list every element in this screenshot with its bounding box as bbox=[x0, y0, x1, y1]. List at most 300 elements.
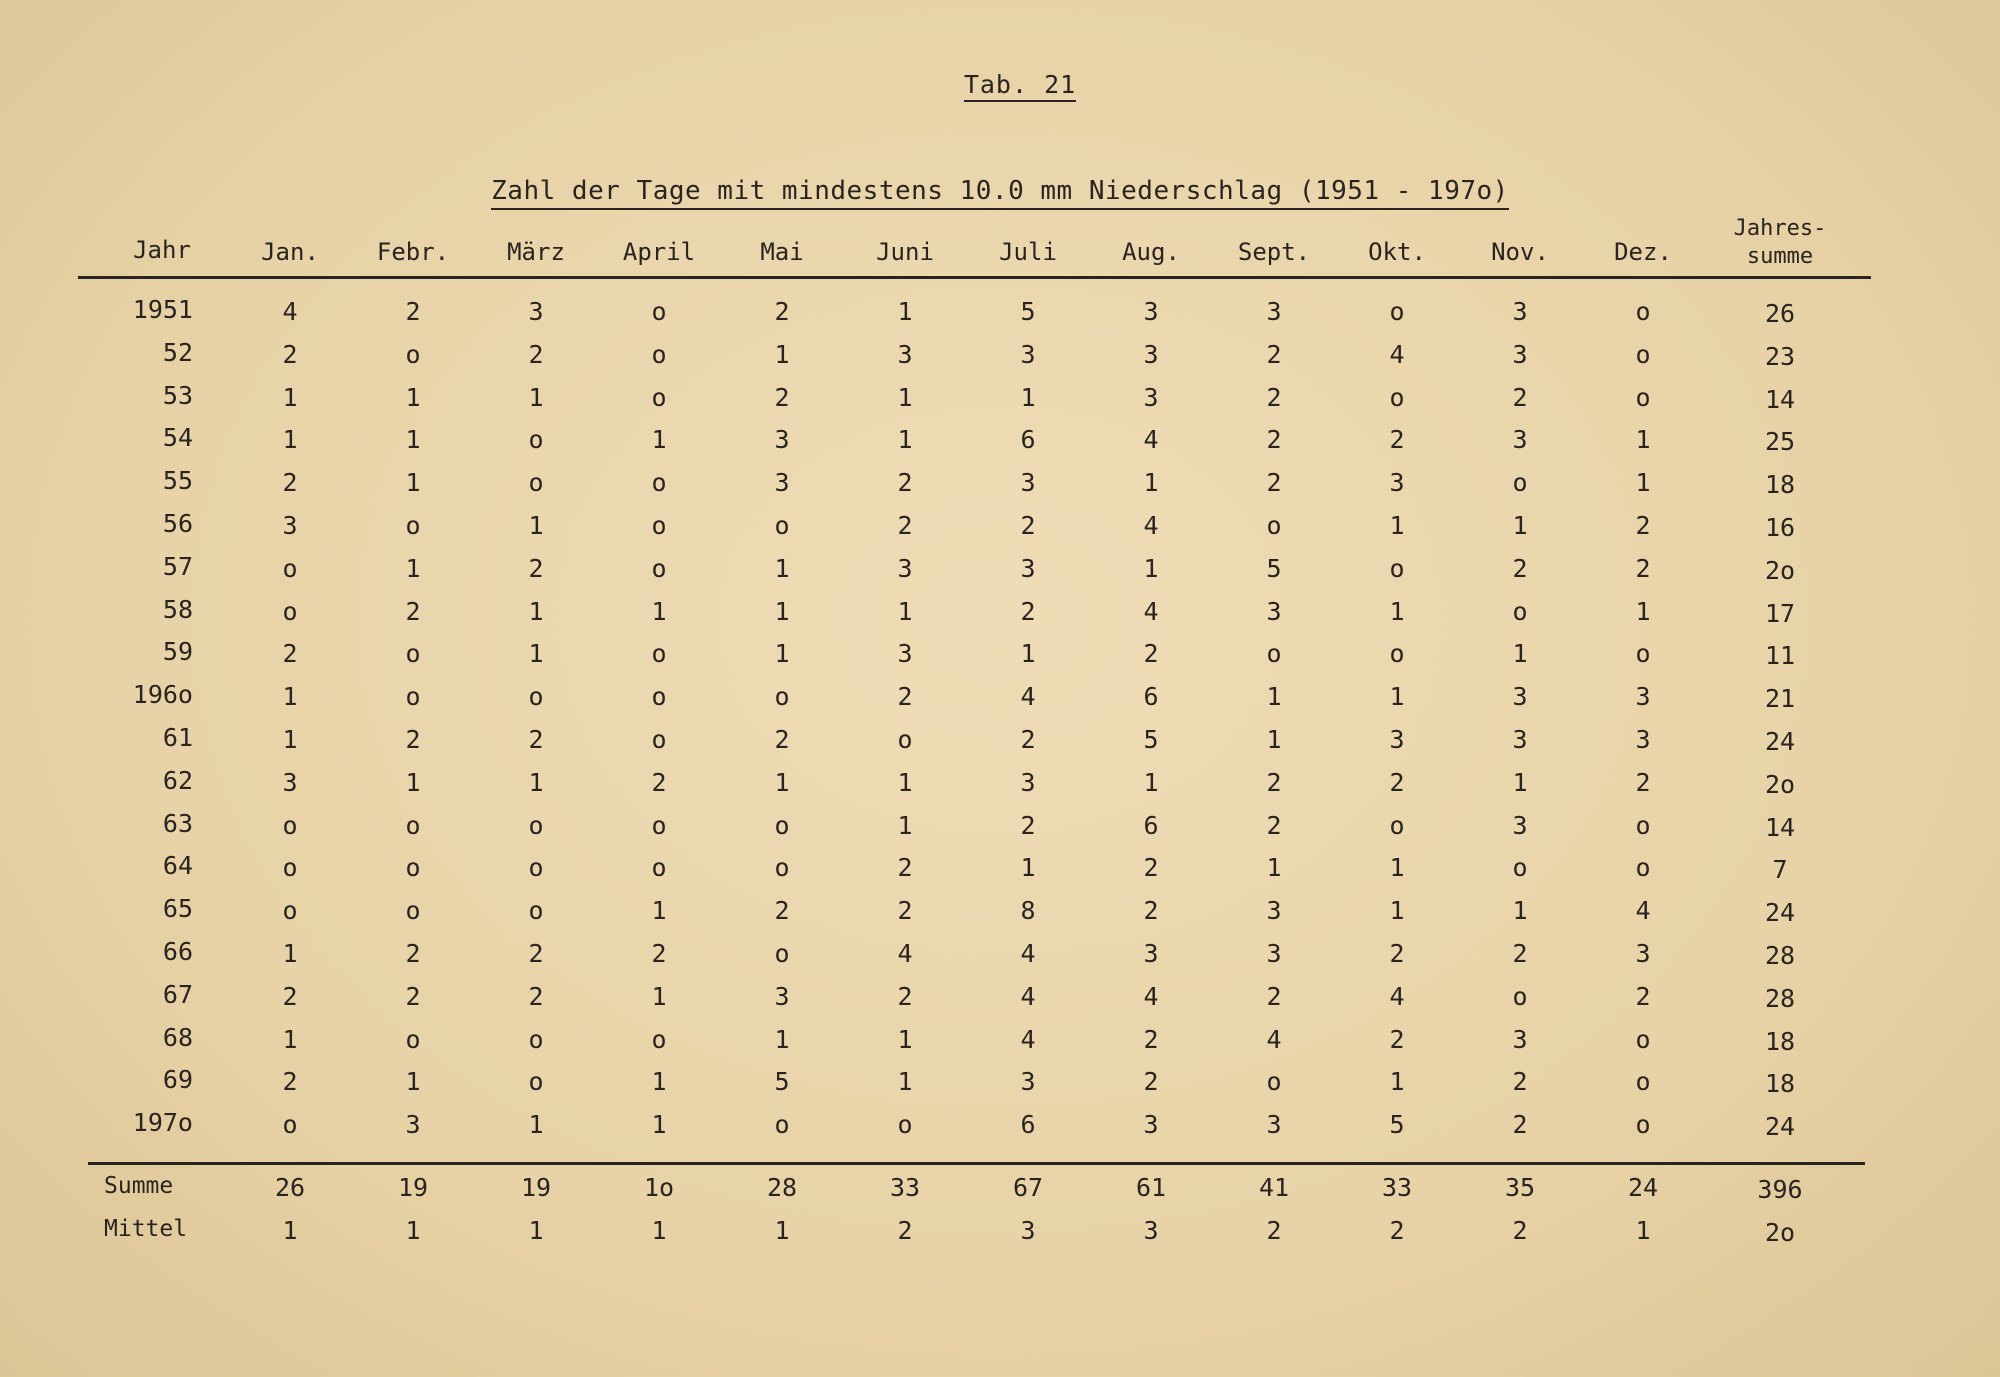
year-cell: 196o bbox=[132, 680, 193, 710]
table-cell: o bbox=[1389, 382, 1405, 412]
table-cell: 1 bbox=[282, 939, 298, 968]
table-cell: 3 bbox=[1635, 682, 1651, 712]
table-cell: 1 bbox=[405, 553, 421, 583]
table-cell: 3 bbox=[1512, 425, 1528, 455]
table-cell: o bbox=[651, 682, 667, 712]
table-cell: o bbox=[405, 896, 421, 926]
table-cell: 4 bbox=[1143, 511, 1159, 540]
table-cell: 1 bbox=[1635, 468, 1651, 498]
table-cell: 1 bbox=[651, 596, 667, 626]
table-cell: 4 bbox=[1143, 425, 1159, 455]
table-cell: 2 bbox=[405, 297, 421, 326]
footer-cell: 26 bbox=[274, 1173, 306, 1202]
table-cell: 2 bbox=[282, 1067, 298, 1097]
table-cell: 2 bbox=[405, 725, 421, 754]
table-cell: o bbox=[282, 853, 298, 883]
table-cell: 3 bbox=[1143, 1110, 1159, 1140]
column-header-month: Febr. bbox=[376, 238, 450, 266]
table-cell: 1 bbox=[897, 596, 913, 626]
table-cell: 3 bbox=[528, 297, 544, 326]
table-cell: 1 bbox=[1389, 896, 1405, 926]
year-cell: 55 bbox=[162, 466, 193, 496]
table-cell: o bbox=[651, 1024, 667, 1054]
table-cell: 3 bbox=[897, 639, 913, 669]
table-cell: o bbox=[1635, 810, 1651, 840]
table-cell: 2 bbox=[1512, 1110, 1528, 1140]
table-cell: 3 bbox=[1635, 939, 1651, 968]
table-cell: 2 bbox=[528, 981, 544, 1011]
table-cell: o bbox=[897, 725, 913, 754]
table-cell: 3 bbox=[774, 981, 790, 1011]
table-cell: o bbox=[1635, 1067, 1651, 1097]
year-cell: 69 bbox=[162, 1065, 193, 1095]
table-cell: 4 bbox=[1020, 1024, 1036, 1054]
footer-cell: 1 bbox=[774, 1216, 790, 1245]
table-cell: 2 bbox=[1266, 981, 1282, 1011]
table-cell: 2 bbox=[774, 297, 790, 326]
table-cell: 1 bbox=[897, 1067, 913, 1097]
table-cell: 1 bbox=[1020, 639, 1036, 669]
table-cell: o bbox=[1266, 1067, 1282, 1097]
table-cell: o bbox=[1635, 339, 1651, 369]
table-cell: 1 bbox=[1266, 725, 1282, 754]
annual-sum-cell: 23 bbox=[1764, 341, 1796, 371]
table-cell: 2 bbox=[405, 981, 421, 1011]
table-cell: 1 bbox=[897, 297, 913, 326]
table-cell: 6 bbox=[1020, 1110, 1036, 1140]
table-cell: o bbox=[774, 939, 790, 968]
table-cell: 2 bbox=[1266, 468, 1282, 498]
table-cell: 2 bbox=[1266, 810, 1282, 840]
table-cell: 5 bbox=[774, 1067, 790, 1097]
table-cell: o bbox=[1389, 297, 1405, 326]
table-cell: 1 bbox=[1389, 511, 1405, 540]
table-cell: 1 bbox=[528, 639, 544, 669]
table-cell: 3 bbox=[1266, 896, 1282, 926]
footer-rule bbox=[88, 1162, 1865, 1165]
table-cell: 1 bbox=[405, 767, 421, 797]
table-cell: 2 bbox=[1143, 853, 1159, 883]
table-cell: o bbox=[528, 853, 544, 883]
table-cell: 1 bbox=[1635, 596, 1651, 626]
table-cell: o bbox=[405, 639, 421, 669]
table-cell: 1 bbox=[651, 425, 667, 455]
footer-sum-cell: 396 bbox=[1757, 1175, 1803, 1204]
table-cell: 3 bbox=[897, 553, 913, 583]
footer-cell: 3 bbox=[1143, 1216, 1159, 1245]
table-cell: 1 bbox=[405, 382, 421, 412]
table-cell: 2 bbox=[1143, 639, 1159, 669]
table-cell: 2 bbox=[528, 553, 544, 583]
table-cell: 3 bbox=[1266, 596, 1282, 626]
table-cell: o bbox=[651, 297, 667, 326]
footer-cell: 2 bbox=[1266, 1216, 1282, 1245]
annual-sum-cell: 25 bbox=[1764, 427, 1796, 457]
table-cell: o bbox=[528, 896, 544, 926]
footer-label: Mittel bbox=[104, 1216, 188, 1242]
table-cell: 2 bbox=[528, 725, 544, 754]
table-cell: 2 bbox=[282, 981, 298, 1011]
table-cell: 4 bbox=[1389, 981, 1405, 1011]
table-cell: 2 bbox=[1635, 981, 1651, 1011]
table-cell: 3 bbox=[1266, 297, 1282, 326]
table-cell: 2 bbox=[1020, 725, 1036, 754]
table-cell: 2 bbox=[897, 853, 913, 883]
table-cell: 2 bbox=[528, 939, 544, 968]
annual-sum-cell: 18 bbox=[1764, 1026, 1796, 1056]
table-cell: 4 bbox=[1266, 1024, 1282, 1054]
table-cell: 2 bbox=[1143, 1067, 1159, 1097]
table-cell: o bbox=[282, 896, 298, 926]
table-cell: 3 bbox=[1020, 1067, 1036, 1097]
table-cell: 2 bbox=[1512, 382, 1528, 412]
table-cell: o bbox=[528, 1024, 544, 1054]
footer-label: Summe bbox=[104, 1173, 174, 1199]
table-cell: 1 bbox=[1512, 511, 1528, 540]
table-cell: o bbox=[1266, 639, 1282, 669]
annual-sum-cell: 7 bbox=[1772, 855, 1788, 885]
year-cell: 62 bbox=[162, 765, 193, 795]
table-cell: 1 bbox=[282, 1024, 298, 1054]
table-cell: o bbox=[282, 596, 298, 626]
column-header-month: Mai bbox=[760, 238, 804, 266]
column-header-month: Okt. bbox=[1368, 238, 1426, 266]
annual-sum-cell: 21 bbox=[1764, 684, 1796, 714]
footer-cell: 1 bbox=[282, 1216, 298, 1245]
table-cell: o bbox=[528, 1067, 544, 1097]
footer-cell: 1 bbox=[1635, 1216, 1651, 1245]
annual-sum-cell: 24 bbox=[1764, 727, 1796, 756]
year-cell: 53 bbox=[162, 380, 193, 410]
table-cell: 8 bbox=[1020, 896, 1036, 926]
table-title: Zahl der Tage mit mindestens 10.0 mm Niederschlag (1951 - 197o) bbox=[0, 176, 2000, 206]
table-cell: 2 bbox=[897, 511, 913, 540]
column-header-month: Juni bbox=[876, 238, 934, 266]
table-cell: o bbox=[1389, 639, 1405, 669]
table-cell: 3 bbox=[897, 339, 913, 369]
table-cell: 3 bbox=[1389, 725, 1405, 754]
table-cell: 3 bbox=[1266, 1110, 1282, 1140]
table-cell: 1 bbox=[897, 767, 913, 797]
table-cell: 2 bbox=[1143, 1024, 1159, 1054]
table-cell: 4 bbox=[282, 297, 298, 326]
table-cell: 5 bbox=[1143, 725, 1159, 754]
column-header-jahressumme: Jahres- summe bbox=[1733, 216, 1827, 269]
table-cell: 1 bbox=[1266, 682, 1282, 712]
table-cell: 2 bbox=[1635, 767, 1651, 797]
table-cell: 1 bbox=[774, 553, 790, 583]
table-cell: 3 bbox=[1143, 382, 1159, 412]
table-cell: o bbox=[528, 425, 544, 455]
annual-sum-cell: 24 bbox=[1764, 1112, 1796, 1142]
footer-cell: 67 bbox=[1012, 1173, 1044, 1202]
table-cell: 1 bbox=[1512, 639, 1528, 669]
footer-sum-cell: 2o bbox=[1764, 1218, 1796, 1247]
table-cell: 1 bbox=[774, 639, 790, 669]
table-cell: 3 bbox=[774, 468, 790, 498]
footer-cell: 2 bbox=[1389, 1216, 1405, 1245]
annual-sum-cell: 18 bbox=[1764, 1069, 1796, 1099]
table-cell: 1 bbox=[282, 682, 298, 712]
annual-sum-cell: 18 bbox=[1764, 470, 1796, 500]
table-cell: 1 bbox=[282, 382, 298, 412]
table-cell: 3 bbox=[1143, 339, 1159, 369]
table-cell: 6 bbox=[1143, 810, 1159, 840]
footer-cell: 1o bbox=[643, 1173, 675, 1202]
table-cell: 3 bbox=[1266, 939, 1282, 968]
table-cell: 3 bbox=[1635, 725, 1651, 754]
year-cell: 68 bbox=[162, 1022, 193, 1052]
year-cell: 57 bbox=[162, 551, 193, 581]
table-cell: 1 bbox=[774, 767, 790, 797]
table-cell: 1 bbox=[651, 896, 667, 926]
table-cell: 5 bbox=[1389, 1110, 1405, 1140]
footer-cell: 19 bbox=[397, 1173, 429, 1202]
table-cell: o bbox=[651, 639, 667, 669]
table-cell: 5 bbox=[1266, 553, 1282, 583]
table-cell: 3 bbox=[1143, 297, 1159, 326]
table-cell: 3 bbox=[1512, 297, 1528, 326]
footer-cell: 33 bbox=[1381, 1173, 1413, 1202]
column-header-month: Juli bbox=[999, 238, 1057, 266]
table-cell: 1 bbox=[1389, 682, 1405, 712]
table-cell: 2 bbox=[1512, 1067, 1528, 1097]
table-cell: 1 bbox=[1143, 553, 1159, 583]
header-rule bbox=[78, 276, 1871, 279]
table-cell: o bbox=[651, 511, 667, 540]
table-cell: o bbox=[405, 853, 421, 883]
table-cell: o bbox=[528, 468, 544, 498]
table-cell: 1 bbox=[528, 596, 544, 626]
annual-sum-cell: 2o bbox=[1764, 555, 1796, 585]
table-cell: o bbox=[405, 339, 421, 369]
table-cell: 1 bbox=[651, 1067, 667, 1097]
table-cell: 1 bbox=[1389, 1067, 1405, 1097]
year-cell: 1951 bbox=[132, 295, 193, 324]
table-cell: 4 bbox=[897, 939, 913, 968]
table-cell: 1 bbox=[1635, 425, 1651, 455]
table-cell: 1 bbox=[1389, 596, 1405, 626]
table-cell: 3 bbox=[1020, 553, 1036, 583]
table-cell: 1 bbox=[897, 382, 913, 412]
year-cell: 54 bbox=[162, 423, 193, 453]
table-cell: 1 bbox=[774, 596, 790, 626]
table-cell: 2 bbox=[1635, 553, 1651, 583]
table-cell: o bbox=[774, 682, 790, 712]
table-cell: 1 bbox=[897, 1024, 913, 1054]
table-cell: 2 bbox=[1389, 425, 1405, 455]
column-header-month: Jan. bbox=[261, 238, 319, 266]
table-cell: 3 bbox=[1143, 939, 1159, 968]
table-cell: o bbox=[651, 553, 667, 583]
footer-cell: 28 bbox=[766, 1173, 798, 1202]
table-cell: 2 bbox=[1143, 896, 1159, 926]
table-cell: o bbox=[405, 810, 421, 840]
annual-sum-cell: 28 bbox=[1764, 941, 1796, 970]
table-cell: o bbox=[1635, 382, 1651, 412]
table-cell: o bbox=[405, 511, 421, 540]
table-cell: 2 bbox=[528, 339, 544, 369]
table-cell: 1 bbox=[1389, 853, 1405, 883]
table-cell: 6 bbox=[1143, 682, 1159, 712]
table-cell: 3 bbox=[1512, 810, 1528, 840]
year-cell: 59 bbox=[162, 637, 193, 667]
table-cell: 2 bbox=[1389, 1024, 1405, 1054]
year-cell: 197o bbox=[132, 1108, 193, 1138]
table-cell: 1 bbox=[1143, 468, 1159, 498]
table-cell: 2 bbox=[774, 896, 790, 926]
column-header-month: April bbox=[622, 238, 696, 266]
footer-cell: 2 bbox=[897, 1216, 913, 1245]
table-cell: 1 bbox=[405, 1067, 421, 1097]
table-cell: 1 bbox=[528, 382, 544, 412]
table-cell: o bbox=[651, 810, 667, 840]
table-cell: 1 bbox=[1512, 767, 1528, 797]
table-cell: 1 bbox=[405, 425, 421, 455]
table-cell: 2 bbox=[405, 596, 421, 626]
column-header-month: Dez. bbox=[1614, 238, 1672, 266]
table-cell: 1 bbox=[1020, 853, 1036, 883]
table-cell: 1 bbox=[897, 425, 913, 455]
table-cell: 2 bbox=[897, 682, 913, 712]
table-cell: 2 bbox=[405, 939, 421, 968]
table-cell: o bbox=[282, 553, 298, 583]
year-cell: 61 bbox=[162, 723, 193, 752]
column-header-month: März bbox=[507, 238, 565, 266]
table-cell: 1 bbox=[528, 1110, 544, 1140]
annual-sum-cell: 11 bbox=[1764, 641, 1796, 671]
table-cell: 1 bbox=[1020, 382, 1036, 412]
table-cell: 3 bbox=[1512, 682, 1528, 712]
table-cell: 4 bbox=[1020, 682, 1036, 712]
table-cell: 2 bbox=[1266, 425, 1282, 455]
table-cell: o bbox=[651, 382, 667, 412]
column-header-month: Aug. bbox=[1122, 238, 1180, 266]
table-cell: o bbox=[774, 1110, 790, 1140]
table-cell: 4 bbox=[1143, 596, 1159, 626]
table-cell: 1 bbox=[1143, 767, 1159, 797]
table-cell: o bbox=[651, 339, 667, 369]
table-cell: 2 bbox=[897, 468, 913, 498]
footer-cell: 61 bbox=[1135, 1173, 1167, 1202]
table-cell: o bbox=[282, 810, 298, 840]
table-cell: o bbox=[897, 1110, 913, 1140]
footer-cell: 24 bbox=[1627, 1173, 1659, 1202]
year-cell: 67 bbox=[162, 979, 193, 1009]
table-cell: 1 bbox=[1512, 896, 1528, 926]
table-cell: 1 bbox=[651, 981, 667, 1011]
year-cell: 64 bbox=[162, 851, 193, 881]
table-cell: o bbox=[1635, 1110, 1651, 1140]
table-cell: o bbox=[1389, 810, 1405, 840]
column-header-month: Sept. bbox=[1237, 238, 1311, 266]
table-cell: o bbox=[774, 853, 790, 883]
footer-cell: 19 bbox=[520, 1173, 552, 1202]
table-number: Tab. 21 bbox=[0, 70, 2000, 99]
table-cell: o bbox=[1512, 468, 1528, 498]
table-cell: 3 bbox=[1512, 725, 1528, 754]
table-cell: o bbox=[651, 853, 667, 883]
table-cell: 1 bbox=[1266, 853, 1282, 883]
table-cell: o bbox=[651, 725, 667, 754]
table-cell: 4 bbox=[1020, 981, 1036, 1011]
table-cell: o bbox=[1512, 853, 1528, 883]
table-cell: 3 bbox=[405, 1110, 421, 1140]
table-cell: 3 bbox=[774, 425, 790, 455]
footer-cell: 41 bbox=[1258, 1173, 1290, 1202]
table-cell: 1 bbox=[528, 767, 544, 797]
table-cell: 2 bbox=[897, 981, 913, 1011]
table-cell: 2 bbox=[1389, 767, 1405, 797]
footer-cell: 3 bbox=[1020, 1216, 1036, 1245]
table-cell: 2 bbox=[1020, 511, 1036, 540]
table-cell: 1 bbox=[405, 468, 421, 498]
year-cell: 58 bbox=[162, 594, 193, 624]
table-cell: 4 bbox=[1143, 981, 1159, 1011]
table-cell: o bbox=[651, 468, 667, 498]
table-cell: 2 bbox=[1266, 382, 1282, 412]
table-cell: 2 bbox=[651, 767, 667, 797]
table-cell: 4 bbox=[1635, 896, 1651, 926]
table-cell: o bbox=[1635, 1024, 1651, 1054]
year-cell: 65 bbox=[162, 894, 193, 924]
column-header-month: Nov. bbox=[1491, 238, 1549, 266]
table-cell: 4 bbox=[1020, 939, 1036, 968]
table-cell: 2 bbox=[1389, 939, 1405, 968]
table-cell: o bbox=[774, 511, 790, 540]
table-cell: 2 bbox=[282, 468, 298, 498]
table-cell: 4 bbox=[1389, 339, 1405, 369]
annual-sum-cell: 26 bbox=[1764, 299, 1796, 328]
table-cell: 3 bbox=[1512, 1024, 1528, 1054]
footer-cell: 1 bbox=[405, 1216, 421, 1245]
annual-sum-cell: 16 bbox=[1764, 513, 1796, 542]
table-cell: 3 bbox=[1512, 339, 1528, 369]
table-cell: 2 bbox=[1512, 553, 1528, 583]
table-cell: o bbox=[282, 1110, 298, 1140]
year-cell: 56 bbox=[162, 509, 193, 538]
table-cell: 2 bbox=[897, 896, 913, 926]
table-cell: o bbox=[774, 810, 790, 840]
table-cell: 2 bbox=[1266, 339, 1282, 369]
table-cell: o bbox=[1635, 639, 1651, 669]
table-cell: o bbox=[1635, 297, 1651, 326]
table-cell: o bbox=[1266, 511, 1282, 540]
footer-cell: 2 bbox=[1512, 1216, 1528, 1245]
table-cell: o bbox=[1389, 553, 1405, 583]
table-cell: 1 bbox=[282, 725, 298, 754]
table-cell: o bbox=[405, 682, 421, 712]
table-cell: 2 bbox=[282, 639, 298, 669]
table-cell: 2 bbox=[1266, 767, 1282, 797]
table-cell: 2 bbox=[1020, 810, 1036, 840]
table-cell: o bbox=[405, 1024, 421, 1054]
column-header-jahr: Jahr bbox=[133, 236, 191, 264]
table-cell: 5 bbox=[1020, 297, 1036, 326]
table-cell: 2 bbox=[774, 725, 790, 754]
year-cell: 52 bbox=[162, 337, 193, 367]
footer-cell: 1 bbox=[528, 1216, 544, 1245]
table-cell: o bbox=[1635, 853, 1651, 883]
annual-sum-cell: 2o bbox=[1764, 769, 1796, 799]
table-cell: 1 bbox=[774, 339, 790, 369]
table-cell: 3 bbox=[1020, 468, 1036, 498]
table-cell: 3 bbox=[1389, 468, 1405, 498]
table-cell: 1 bbox=[897, 810, 913, 840]
table-cell: 3 bbox=[282, 511, 298, 540]
table-cell: 3 bbox=[1020, 339, 1036, 369]
table-cell: 3 bbox=[282, 767, 298, 797]
